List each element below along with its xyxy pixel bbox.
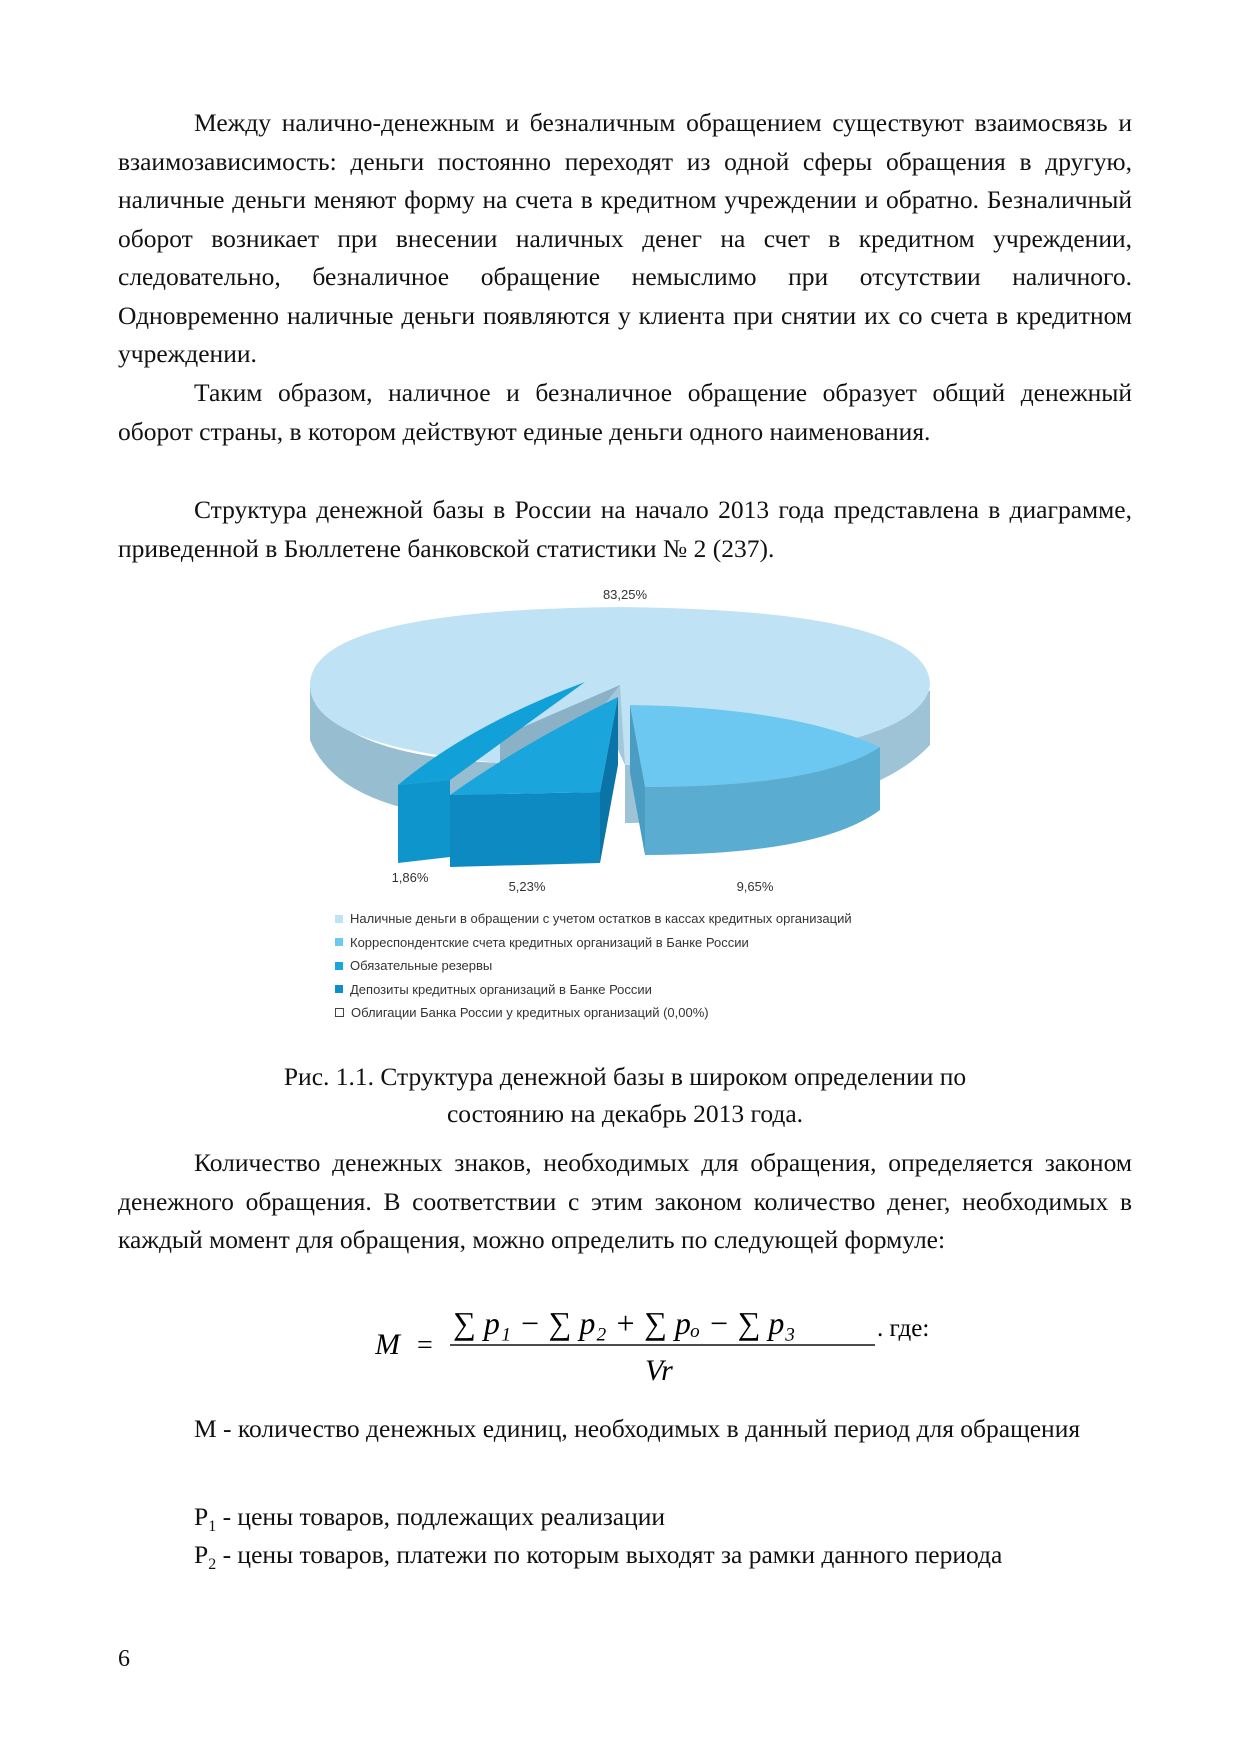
- definition-m: М - количество денежных единиц, необходимых в данный период для обращения: [194, 1414, 1081, 1443]
- legend-item-correspondent: [335, 931, 852, 955]
- p2-symbol: P: [194, 1540, 209, 1569]
- legend-item-cash: [335, 907, 852, 931]
- p1-text: - цены товаров, подлежащих реализации: [216, 1502, 666, 1531]
- p2-subscript: 2: [208, 1556, 217, 1574]
- formula-lhs: M: [375, 1328, 400, 1361]
- legend-swatch-deposits: [335, 985, 343, 993]
- definition-p2: [118, 1536, 1132, 1585]
- legend-item-reserves: [335, 954, 852, 978]
- legend-label: Наличные деньги в обращении с учетом остатков в кассах кредитных организаций: [350, 911, 852, 926]
- legend-swatch-correspondent: [335, 938, 343, 946]
- p1-subscript: 1: [208, 1518, 217, 1536]
- slice-deposits-front: [398, 780, 450, 863]
- paragraph-3: Структура денежной базы в России на начало 2013 года представлена в диаграмме, приведенной в Бюллетене банковской статистики № 2 (237).: [118, 495, 1132, 563]
- legend-item-bonds: [335, 1001, 852, 1025]
- p2-text: - цены товаров, платежи по которым выходят за рамки данного периода: [216, 1540, 1003, 1569]
- legend-label: Корреспондентские счета кредитных организаций в Банке России: [350, 934, 749, 950]
- pie-chart-svg: [300, 585, 960, 905]
- formula-svg: [375, 1300, 975, 1390]
- p1-symbol: P: [194, 1502, 209, 1531]
- paragraph-4: Количество денежных знаков, необходимых для обращения, определяется законом денежного обращения. В соответствии с этим законом количество денег, необходимых в каждый момент для обращения, можно определить по следующей формуле:: [118, 1148, 1132, 1254]
- legend-label: Депозиты кредитных организаций в Банке России: [350, 981, 652, 997]
- formula-suffix: . где:: [877, 1315, 930, 1342]
- formula-eq: =: [417, 1330, 433, 1361]
- money-quantity-formula: [375, 1300, 975, 1390]
- label-reserves: 5,23%: [508, 879, 546, 894]
- paragraph-1: Между налично-денежным и безналичным обращением существуют взаимосвязь и взаимозависимость: деньги постоянно переходят из одной сферы обращения в другую, наличные деньги меняют форму на счета в кредитном учреждении и обратно. Безналичный оборот возникает при внесении наличных денег на счет в кредитном учреждении, следовательно, безналичное обращение немыслимо при отсутствии наличного. Одновременно наличные деньги появляются у клиента при снятии их со счета в кредитном учреждении.: [118, 108, 1132, 368]
- formula-denominator: Vr: [645, 1354, 673, 1387]
- label-correspondent: 9,65%: [736, 879, 774, 894]
- formula-numerator: ∑ p₁ − ∑ p₂ + ∑ pₒ − ∑ p₃: [453, 1305, 796, 1341]
- legend-swatch-cash: [335, 915, 343, 923]
- legend-label: Обязательные резервы: [350, 958, 493, 973]
- label-cash: 83,25%: [602, 587, 648, 602]
- legend-swatch-bonds: [335, 1008, 344, 1017]
- paragraph-2: Таким образом, наличное и безналичное обращение образует общий денежный оборот страны, в котором действуют единые деньги одного наименования.: [118, 378, 1132, 446]
- figure-caption-line-2: состоянию на декабрь 2013 года.: [446, 1099, 804, 1128]
- legend-swatch-reserves: [335, 962, 343, 970]
- page-number: 6: [118, 1646, 130, 1672]
- label-deposits: 1,86%: [391, 870, 429, 885]
- figure-caption-line-1: Рис. 1.1. Структура денежной базы в широком определении по: [283, 1062, 967, 1091]
- legend-label: Облигации Банка России у кредитных организаций (0,00%): [351, 1005, 709, 1020]
- slice-reserves-front: [450, 792, 600, 867]
- chart-legend: [335, 907, 852, 1025]
- legend-item-deposits: [335, 978, 852, 1002]
